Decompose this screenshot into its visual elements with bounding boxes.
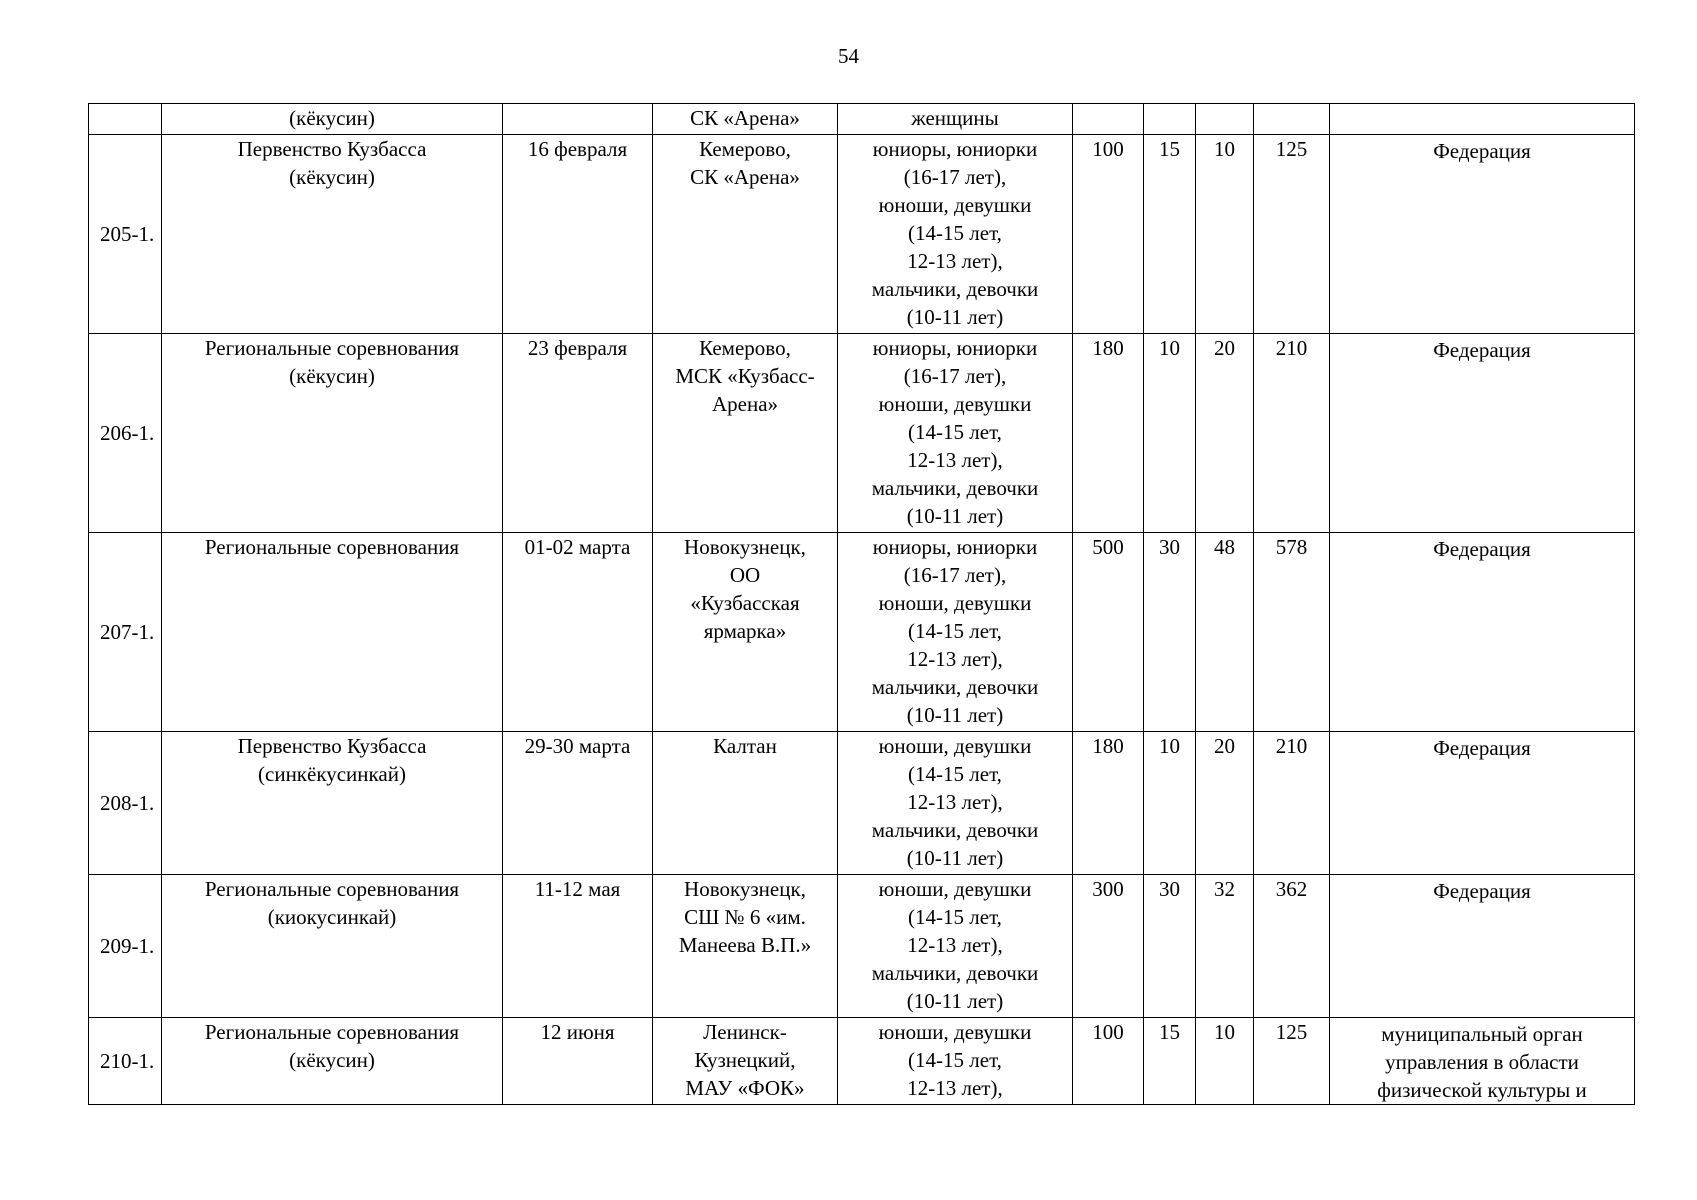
count-total: 362 xyxy=(1254,875,1330,1018)
count-1 xyxy=(1073,104,1144,135)
count-total: 125 xyxy=(1254,1018,1330,1105)
participants-line: 12-13 лет), xyxy=(907,647,1003,671)
count-2 xyxy=(1144,104,1196,135)
participants-line: (16-17 лет), xyxy=(903,563,1007,587)
event-name xyxy=(162,334,503,533)
event-name xyxy=(162,732,503,875)
event-place-line: Арена» xyxy=(711,392,779,416)
participants-line: мальчики, девочки xyxy=(871,675,1039,699)
participants-line: юниоры, юниорки xyxy=(872,336,1038,360)
participants-line: женщины xyxy=(911,106,999,130)
event-date: 16 февраля xyxy=(503,135,653,334)
participants-line: юноши, девушки xyxy=(878,877,1032,901)
participants-line: (14-15 лет, xyxy=(908,1048,1002,1072)
row-number: 207-1. xyxy=(89,533,162,732)
table-row xyxy=(89,104,1635,135)
participants-line: (14-15 лет, xyxy=(908,420,1002,444)
participants xyxy=(838,334,1073,533)
table-row xyxy=(89,135,1635,334)
count-2: 10 xyxy=(1144,334,1196,533)
participants-line: 12-13 лет), xyxy=(907,249,1003,273)
participants xyxy=(838,732,1073,875)
participants-line: (10-11 лет) xyxy=(906,989,1004,1013)
table-row xyxy=(89,1018,1635,1105)
participants xyxy=(838,875,1073,1018)
table-row xyxy=(89,875,1635,1018)
event-name xyxy=(162,875,503,1018)
organizer-line: Федерация xyxy=(1433,338,1531,362)
event-place-line: Калтан xyxy=(713,734,777,758)
count-1: 180 xyxy=(1073,334,1144,533)
count-2: 10 xyxy=(1144,732,1196,875)
row-number: 209-1. xyxy=(89,875,162,1018)
participants-line: юниоры, юниорки xyxy=(872,137,1038,161)
event-name-line: (кёкусин) xyxy=(289,364,375,388)
event-place-line: Новокузнецк, xyxy=(684,535,806,559)
count-total: 578 xyxy=(1254,533,1330,732)
count-total: 210 xyxy=(1254,334,1330,533)
event-place-line: СК «Арена» xyxy=(690,106,800,130)
participants-line: мальчики, девочки xyxy=(871,277,1039,301)
participants-line: юноши, девушки xyxy=(878,1020,1032,1044)
participants-line: юноши, девушки xyxy=(878,392,1032,416)
participants-line: (14-15 лет, xyxy=(908,221,1002,245)
participants xyxy=(838,104,1073,135)
participants xyxy=(838,1018,1073,1105)
count-3: 20 xyxy=(1196,334,1254,533)
event-date: 23 февраля xyxy=(503,334,653,533)
organizer xyxy=(1330,732,1635,875)
event-place-line: Ленинск- xyxy=(703,1020,787,1044)
page-number: 54 xyxy=(838,44,859,68)
event-name xyxy=(162,135,503,334)
participants-line: (10-11 лет) xyxy=(906,846,1004,870)
count-2: 30 xyxy=(1144,533,1196,732)
count-1: 100 xyxy=(1073,1018,1144,1105)
event-place xyxy=(653,533,838,732)
participants-line: 12-13 лет), xyxy=(907,933,1003,957)
event-name-line: (кёкусин) xyxy=(289,1048,375,1072)
event-place-line: Манеева В.П.» xyxy=(678,933,812,957)
count-total xyxy=(1254,104,1330,135)
row-number: 210-1. xyxy=(89,1018,162,1105)
row-number xyxy=(89,104,162,135)
event-place-line: ярмарка» xyxy=(703,619,787,643)
event-place-line: Кузнецкий, xyxy=(694,1048,796,1072)
event-place xyxy=(653,875,838,1018)
organizer-line: управления в области xyxy=(1385,1050,1579,1074)
event-date: 11-12 мая xyxy=(503,875,653,1018)
count-1: 300 xyxy=(1073,875,1144,1018)
organizer-line: муниципальный орган xyxy=(1381,1022,1583,1046)
event-date: 29-30 марта xyxy=(503,732,653,875)
event-name xyxy=(162,533,503,732)
count-3: 10 xyxy=(1196,1018,1254,1105)
event-place-line: «Кузбасская xyxy=(690,591,800,615)
organizer-line: Федерация xyxy=(1433,879,1531,903)
event-name-line: (киокусинкай) xyxy=(267,905,397,929)
participants-line: юноши, девушки xyxy=(878,193,1032,217)
event-name xyxy=(162,104,503,135)
participants-line: (14-15 лет, xyxy=(908,905,1002,929)
event-name-line: Первенство Кузбасса xyxy=(237,734,427,758)
event-date: 12 июня xyxy=(503,1018,653,1105)
participants-line: (16-17 лет), xyxy=(903,364,1007,388)
count-1: 500 xyxy=(1073,533,1144,732)
participants-line: 12-13 лет), xyxy=(907,790,1003,814)
participants-line: (10-11 лет) xyxy=(906,703,1004,727)
participants-line: 12-13 лет), xyxy=(907,448,1003,472)
events-table xyxy=(88,103,1635,1105)
event-name-line: (кёкусин) xyxy=(289,165,375,189)
event-name-line: Региональные соревнования xyxy=(204,535,460,559)
count-3: 10 xyxy=(1196,135,1254,334)
count-1: 100 xyxy=(1073,135,1144,334)
event-place-line: СШ № 6 «им. xyxy=(684,905,806,929)
organizer xyxy=(1330,334,1635,533)
organizer-line: физической культуры и xyxy=(1377,1078,1587,1102)
organizer xyxy=(1330,135,1635,334)
organizer xyxy=(1330,533,1635,732)
event-name-line: Первенство Кузбасса xyxy=(237,137,427,161)
participants-line: мальчики, девочки xyxy=(871,818,1039,842)
count-2: 15 xyxy=(1144,135,1196,334)
event-place-line: СК «Арена» xyxy=(690,165,800,189)
event-place-line: Кемерово, xyxy=(699,137,791,161)
row-number: 205-1. xyxy=(89,135,162,334)
count-1: 180 xyxy=(1073,732,1144,875)
count-total: 210 xyxy=(1254,732,1330,875)
organizer-line: Федерация xyxy=(1433,139,1531,163)
event-place-line: Новокузнецк, xyxy=(684,877,806,901)
organizer-line: Федерация xyxy=(1433,537,1531,561)
participants-line: (10-11 лет) xyxy=(906,504,1004,528)
participants-line: (14-15 лет, xyxy=(908,619,1002,643)
table-row xyxy=(89,334,1635,533)
participants-line: мальчики, девочки xyxy=(871,476,1039,500)
event-name-line: Региональные соревнования xyxy=(204,336,460,360)
participants-line: мальчики, девочки xyxy=(871,961,1039,985)
organizer xyxy=(1330,104,1635,135)
event-name-line: Региональные соревнования xyxy=(204,1020,460,1044)
row-number: 206-1. xyxy=(89,334,162,533)
event-name-line: Региональные соревнования xyxy=(204,877,460,901)
participants-line: юниоры, юниорки xyxy=(872,535,1038,559)
participants xyxy=(838,533,1073,732)
participants-line: (10-11 лет) xyxy=(906,305,1004,329)
participants-line: юноши, девушки xyxy=(878,734,1032,758)
event-place xyxy=(653,104,838,135)
event-place-line: МСК «Кузбасс- xyxy=(675,364,815,388)
event-place xyxy=(653,732,838,875)
event-place xyxy=(653,135,838,334)
event-place xyxy=(653,1018,838,1105)
participants-line: юноши, девушки xyxy=(878,591,1032,615)
count-3: 32 xyxy=(1196,875,1254,1018)
table-row xyxy=(89,533,1635,732)
count-2: 15 xyxy=(1144,1018,1196,1105)
count-2: 30 xyxy=(1144,875,1196,1018)
participants-line: (14-15 лет, xyxy=(908,762,1002,786)
table-row xyxy=(89,732,1635,875)
event-place-line: МАУ «ФОК» xyxy=(685,1076,805,1100)
event-place-line: Кемерово, xyxy=(699,336,791,360)
event-date: 01-02 марта xyxy=(503,533,653,732)
event-name xyxy=(162,1018,503,1105)
row-number: 208-1. xyxy=(89,732,162,875)
count-total: 125 xyxy=(1254,135,1330,334)
count-3: 20 xyxy=(1196,732,1254,875)
event-name-line: (кёкусин) xyxy=(289,106,375,130)
event-name-line: (синкёкусинкай) xyxy=(258,762,406,786)
event-place-line: ОО xyxy=(729,563,761,587)
count-3 xyxy=(1196,104,1254,135)
count-3: 48 xyxy=(1196,533,1254,732)
participants-line: 12-13 лет), xyxy=(907,1076,1003,1100)
event-date xyxy=(503,104,653,135)
event-place xyxy=(653,334,838,533)
organizer xyxy=(1330,1018,1635,1105)
participants-line: (16-17 лет), xyxy=(903,165,1007,189)
organizer-line: Федерация xyxy=(1433,736,1531,760)
participants xyxy=(838,135,1073,334)
organizer xyxy=(1330,875,1635,1018)
